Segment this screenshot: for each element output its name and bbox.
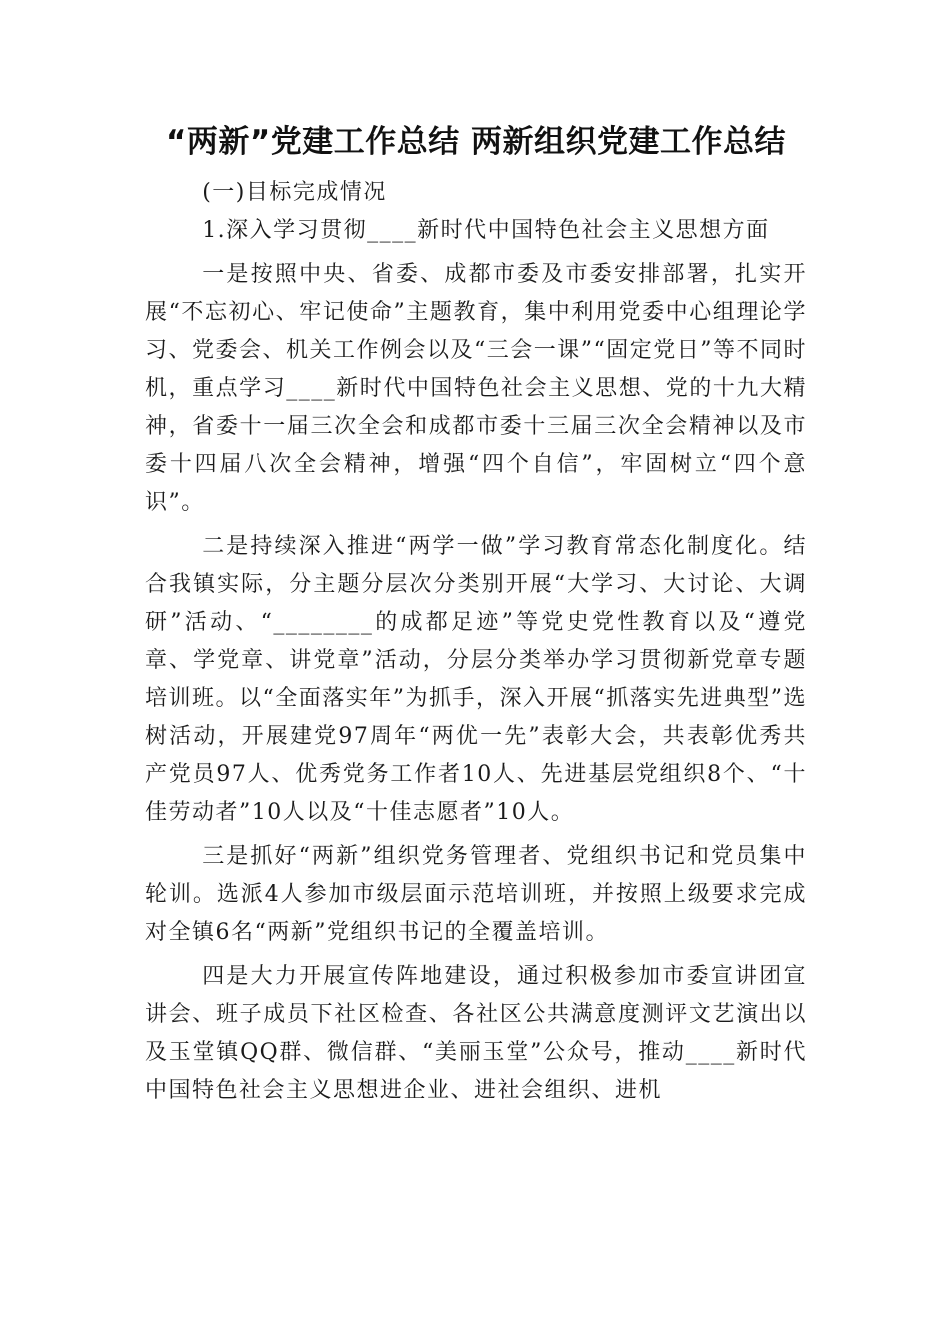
paragraph-2: 二是持续深入推进“两学一做”学习教育常态化制度化。结合我镇实际，分主题分层次分类别开展“大学习、大讨论、大调研”活动、“________的成都足迹”等党史党性教育以及“遵党章、学党章、讲党章”活动，分层分类举办学习贯彻新党章专题培训班。以“全面落实年”为抓手，深入开展“抓落实先进典型”选树活动，开展建党97周年“两优一先”表彰大会，共表彰优秀共产党员97人、优秀党务工作者10人、先进基层党组织8个、“十佳劳动者”10人以及“十佳志愿者”10人。	[145, 534, 807, 825]
section-heading: (一)目标完成情况	[202, 180, 387, 205]
item-heading: 1.深入学习贯彻____新时代中国特色社会主义思想方面	[202, 218, 770, 243]
document-page	[145, 118, 807, 1110]
paragraph-4: 四是大力开展宣传阵地建设，通过积极参加市委宣讲团宣讲会、班子成员下社区检查、各社区公共满意度测评文艺演出以及玉堂镇QQ群、微信群、“美丽玉堂”公众号，推动____新时代中国特色社会主义思想进企业、进社会组织、进机	[145, 964, 807, 1103]
paragraph-1: 一是按照中央、省委、成都市委及市委安排部署，扎实开展“不忘初心、牢记使命”主题教育，集中利用党委中心组理论学习、党委会、机关工作例会以及“三会一课”“固定党日”等不同时机，重点学习____新时代中国特色社会主义思想、党的十九大精神，省委十一届三次全会和成都市委十三届三次全会精神以及市委十四届八次全会精神，增强“四个自信”，牢固树立“四个意识”。	[145, 262, 807, 515]
paragraph-3: 三是抓好“两新”组织党务管理者、党组织书记和党员集中轮训。选派4人参加市级层面示范培训班，并按照上级要求完成对全镇6名“两新”党组织书记的全覆盖培训。	[145, 844, 807, 945]
document-title: “两新”党建工作总结 两新组织党建工作总结	[165, 124, 787, 160]
